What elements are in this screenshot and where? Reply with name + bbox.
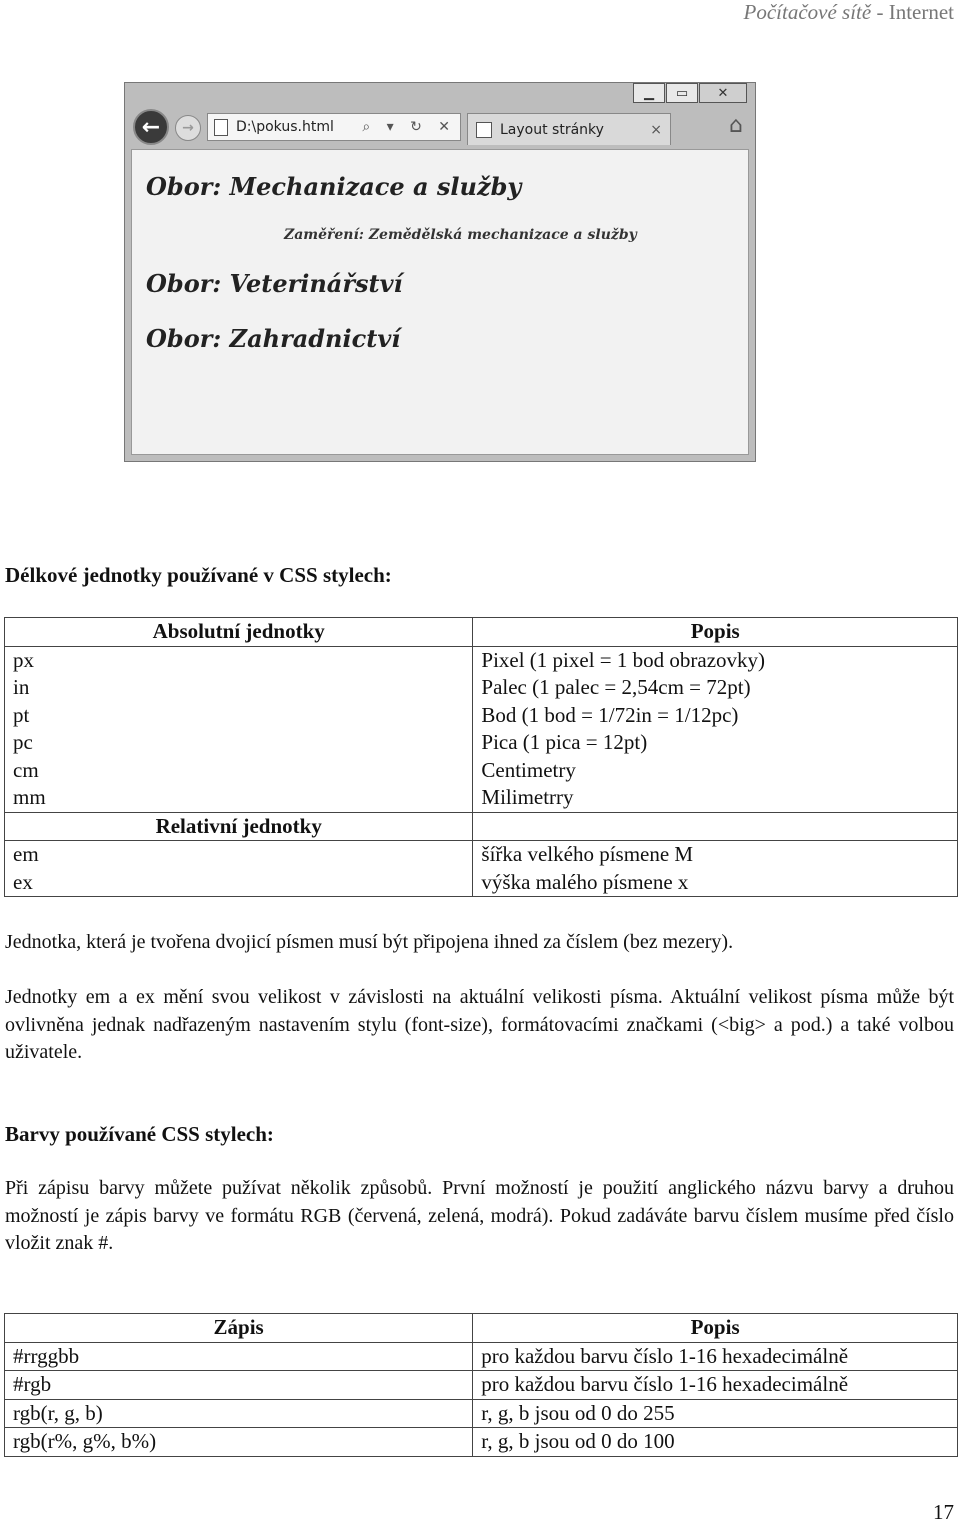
unit-cell: cm bbox=[5, 757, 473, 785]
table-row bbox=[5, 646, 958, 674]
unit-cell: in bbox=[5, 674, 473, 702]
units-col-header: Absolutní jednotky bbox=[5, 618, 473, 647]
desc-cell: pro každou barvu číslo 1-16 hexadecimálně bbox=[473, 1371, 958, 1400]
table-row bbox=[5, 1371, 958, 1400]
units-note-paragraph: Jednotka, která je tvořena dvojicí písmen musí být připojena ihned za číslem (bez mezery). bbox=[5, 931, 734, 953]
unit-cell: pc bbox=[5, 729, 473, 757]
home-icon[interactable]: ⌂ bbox=[729, 113, 743, 138]
minimize-icon[interactable]: ▁ bbox=[633, 83, 665, 103]
table-row bbox=[5, 1399, 958, 1428]
colors-desc-header: Popis bbox=[473, 1314, 958, 1343]
notation-cell: rgb(r, g, b) bbox=[5, 1399, 473, 1428]
unit-cell: mm bbox=[5, 784, 473, 812]
unit-cell: pt bbox=[5, 702, 473, 730]
relative-units-subheader-row bbox=[5, 812, 958, 841]
header-suffix: - Internet bbox=[871, 0, 954, 24]
table-row bbox=[5, 1428, 958, 1457]
desc-cell: Pica (1 pica = 12pt) bbox=[473, 729, 958, 757]
empty-cell bbox=[473, 812, 958, 841]
colors-paragraph: Při zápisu barvy můžete pužívat několik způsobů. První možností je použití anglického názvu barvy a druhou možností je zápis barvy ve formátu RGB (červená, zelená, modrá). Pokud zadáváte barvu číslem musíme před číslo vložit znak #. bbox=[5, 1177, 954, 1254]
notation-cell: #rrggbb bbox=[5, 1342, 473, 1371]
table-row bbox=[5, 729, 958, 757]
browser-viewport bbox=[131, 149, 749, 455]
tab-page-icon bbox=[476, 122, 492, 138]
table-row bbox=[5, 1342, 958, 1371]
desc-cell: r, g, b jsou od 0 do 100 bbox=[473, 1428, 958, 1457]
table-row bbox=[5, 674, 958, 702]
desc-cell: pro každou barvu číslo 1-16 hexadecimálně bbox=[473, 1342, 958, 1371]
unit-cell: px bbox=[5, 646, 473, 674]
unit-cell: em bbox=[5, 841, 473, 869]
table-row bbox=[5, 757, 958, 785]
units-table-header bbox=[5, 618, 958, 647]
colors-heading: Barvy používané CSS stylech: bbox=[5, 1122, 274, 1146]
navigation-bar bbox=[133, 109, 747, 145]
desc-cell: šířka velkého písmene M bbox=[473, 841, 958, 869]
desc-cell: Palec (1 palec = 2,54cm = 72pt) bbox=[473, 674, 958, 702]
tab-close-icon[interactable]: × bbox=[650, 121, 662, 138]
unit-cell: ex bbox=[5, 869, 473, 897]
table-row bbox=[5, 869, 958, 897]
notation-cell: #rgb bbox=[5, 1371, 473, 1400]
page-heading-3: Obor: Zahradnictví bbox=[146, 324, 401, 353]
colors-table-header bbox=[5, 1314, 958, 1343]
desc-cell: Pixel (1 pixel = 1 bod obrazovky) bbox=[473, 646, 958, 674]
tab-title: Layout stránky bbox=[500, 121, 604, 138]
units-desc-header: Popis bbox=[473, 618, 958, 647]
desc-cell: Milimetrry bbox=[473, 784, 958, 812]
notation-header: Zápis bbox=[5, 1314, 473, 1343]
notation-cell: rgb(r%, g%, b%) bbox=[5, 1428, 473, 1457]
browser-screenshot bbox=[124, 82, 756, 462]
header-title: Počítačové sítě bbox=[743, 0, 872, 24]
page-heading-2: Obor: Veterinářství bbox=[146, 269, 403, 298]
units-heading: Délkové jednotky používané v CSS stylech: bbox=[5, 563, 392, 587]
desc-cell: výška malého písmene x bbox=[473, 869, 958, 897]
relative-units-subheader: Relativní jednotky bbox=[5, 812, 473, 841]
table-row bbox=[5, 841, 958, 869]
page-icon bbox=[214, 119, 228, 136]
colors-table bbox=[4, 1313, 958, 1457]
desc-cell: Bod (1 bod = 1/72in = 1/12pc) bbox=[473, 702, 958, 730]
running-header bbox=[744, 0, 955, 25]
desc-cell: Centimetry bbox=[473, 757, 958, 785]
em-ex-paragraph: Jednotky em a ex mění svou velikost v závislosti na aktuální velikosti písma. Aktuální velikost písma může být ovlivněna jednak nadřazeným nastavením stylu (font-size), formátovacími značkami (<big> a pod.) a také volbou uživatele. bbox=[5, 986, 954, 1063]
address-tools-icons[interactable]: ⌕ ▾ ↻ ✕ bbox=[362, 119, 456, 135]
close-window-icon[interactable]: ✕ bbox=[699, 83, 747, 103]
address-text: D:\pokus.html bbox=[236, 119, 334, 135]
page-subheading: Zaměření: Zemědělská mechanizace a služby bbox=[284, 227, 637, 243]
browser-tab[interactable] bbox=[467, 113, 671, 145]
page-heading-1: Obor: Mechanizace a služby bbox=[146, 172, 522, 201]
table-row bbox=[5, 784, 958, 812]
maximize-icon[interactable]: ▭ bbox=[666, 83, 698, 103]
back-arrow-icon[interactable]: ← bbox=[133, 109, 169, 145]
units-table bbox=[4, 617, 958, 897]
desc-cell: r, g, b jsou od 0 do 255 bbox=[473, 1399, 958, 1428]
window-controls bbox=[632, 83, 747, 107]
page-number: 17 bbox=[933, 1500, 954, 1524]
table-row bbox=[5, 702, 958, 730]
forward-arrow-icon[interactable]: → bbox=[175, 115, 201, 141]
address-bar[interactable] bbox=[207, 113, 461, 141]
